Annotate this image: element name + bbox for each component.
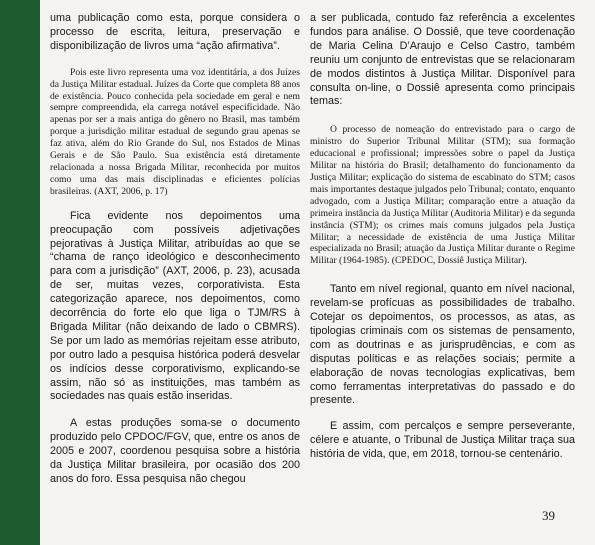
page-number: 39 [542, 508, 555, 523]
paragraph: E assim, com percalços e sempre perseverante, célere e atuante, o Tribunal de Justiça Militar traça sua história de vida, que, em 2018, tornou-se centenário. [310, 420, 575, 461]
right-column [310, 0, 575, 462]
page-edge-color-bar [0, 0, 40, 545]
block-quote: O processo de nomeação do entrevistado para o cargo de ministro do Superior Tribunal Militar (STM); sua formação educacional e profissional; impressões sobre o papel da Justiça Militar na história do Brasil; detalhamento do funcionamento da Justiça Militar; explicação do sistema de escabinato do STM; casos mais importantes destaque julgados pelo Tribunal; contato, enquanto advogado, com a Justiça Militar; comparação entre a atuação da primeira instância da Justiça Militar (Auditoria Militar) e da segunda instância (STM); os crimes mais comuns julgados pela Justiça Militar; a necessidade de existência de uma Justiça Militar especializada no Brasil; atuação da Justiça Militar durante o Regime Militar (1964-1985). (CPEDOC, Dossiê Justiça Militar). [310, 124, 575, 267]
paragraph: uma publicação como esta, porque considera o processo de escrita, leitura, preservação e disponibilização de livros uma “ação afirmativa”. [50, 12, 300, 52]
left-column [50, 0, 300, 487]
paragraph: A estas produções soma-se o documento produzido pelo CPDOC/FGV, que, entre os anos de 2005 e 2007, coordenou pesquisa sobre a história da Justiça Militar brasileira, por ocasião dos 200 anos do foro. Essa pesquisa não chegou [50, 417, 300, 485]
block-quote: Pois este livro representa uma voz identitária, a dos Juízes da Justiça Militar estadual. Juízes da Corte que completa 88 anos de existência. Pouco conhecida pela sociedade em geral e nem sempre compreendida, ela carrega notável especificidade. Não apenas por ser a mais antiga do gênero no Brasil, mas também porque a jurisdição militar estadual de segundo grau apenas se faz ativa, além do Rio Grande do Sul, nos Estados de Minas Gerais e de São Paulo. Sua existência está diretamente relacionada a nossa Brigada Militar, reconhecida por muitos como uma das mais disciplinadas e eficientes polícias brasileiras. (AXT, 2006, p. 17) [50, 66, 300, 197]
paragraph: Tanto em nível regional, quanto em nível nacional, revelam-se profícuas as possibilidades de trabalho. Cotejar os depoimentos, os processos, as atas, as tipologias criminais com os sistemas de pensamento, com as doutrinas e as jurisprudências, e com as disputas políticas e as relações sociais; permite a elaboração de novas tecnologias explicativas, bem como ferramentas interpretativas do passado e do presente. [310, 283, 575, 407]
paragraph: a ser publicada, contudo faz referência a excelentes fundos para análise. O Dossiê, que teve coordenação de Maria Celina D’Araujo e Celso Castro, também reuniu um conjunto de entrevistas que se relacionaram de modos distintos à Justiça Militar. Disponível para consulta on-line, o Dossiê apresenta como principais temas: [310, 12, 575, 108]
paragraph: Fica evidente nos depoimentos uma preocupação com possíveis adjetivações pejorativas à Justiça Militar, atribuídas ao que se “chama de ranço ideológico e desconhecimento para com a jurisdição” (AXT, 2006, p. 23), acusada de ser, muitas vezes, corporativista. Esta categorização aparece, nos depoimentos, como decorrência do forte elo que liga o TJM/RS à Brigada Militar (não deixando de lado o CBMRS). Se por um lado as memórias rejeitam esse atributo, por outro lado a pesquisa histórica poderá desvelar os indícios desse corporativismo, explicando-se assim, não só as instituições, mas também as sociedades nas quais estão inseridas. [50, 209, 300, 403]
